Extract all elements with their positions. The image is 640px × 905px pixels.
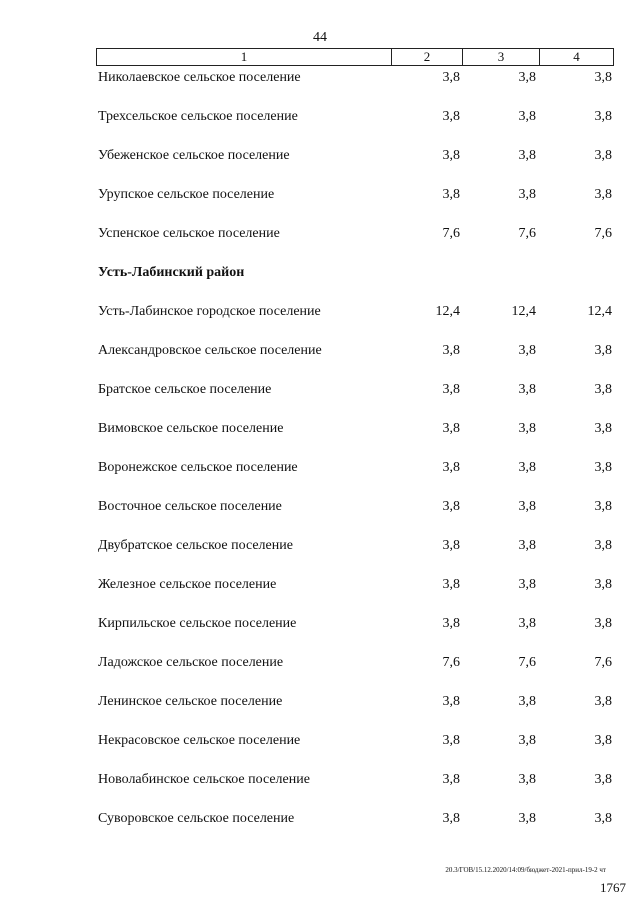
table-row: [0, 144, 640, 183]
value-col-4: 3,8: [594, 382, 612, 397]
value-col-2: 3,8: [442, 772, 460, 787]
value-col-3: 3,8: [518, 538, 536, 553]
settlement-name: Воронежское сельское поселение: [98, 460, 298, 475]
settlement-name: Двубратское сельское поселение: [98, 538, 293, 553]
settlement-name: Усть-Лабинское городское поселение: [98, 304, 321, 319]
value-col-2: 3,8: [442, 460, 460, 475]
value-col-3: 3,8: [518, 811, 536, 826]
value-col-3: 3,8: [518, 70, 536, 85]
settlement-name: Ладожское сельское поселение: [98, 655, 284, 670]
value-col-2: 3,8: [442, 538, 460, 553]
settlement-name: Кирпильское сельское поселение: [98, 616, 297, 631]
settlement-name: Некрасовское сельское поселение: [98, 733, 301, 748]
table-row: [0, 807, 640, 846]
value-col-3: 3,8: [518, 499, 536, 514]
table-row: [0, 534, 640, 573]
column-header-1: 1: [97, 49, 392, 65]
page-number: 44: [313, 30, 327, 45]
value-col-4: 3,8: [594, 460, 612, 475]
table-row: [0, 105, 640, 144]
footer-document-code: 20.3/ГОВ/15.12.2020/14:09/бюджет-2021-прил-19-2 чт: [445, 866, 606, 874]
value-col-3: 3,8: [518, 148, 536, 163]
settlement-name: Ленинское сельское поселение: [98, 694, 283, 709]
value-col-2: 3,8: [442, 187, 460, 202]
table-header: [96, 48, 614, 66]
value-col-2: 3,8: [442, 382, 460, 397]
value-col-2: 3,8: [442, 70, 460, 85]
value-col-4: 3,8: [594, 343, 612, 358]
settlement-name: Усть-Лабинский район: [98, 265, 245, 280]
sheet-number: 1767: [600, 880, 626, 895]
settlement-name: Николаевское сельское поселение: [98, 70, 301, 85]
value-col-3: 3,8: [518, 421, 536, 436]
value-col-3: 3,8: [518, 577, 536, 592]
settlement-name: Успенское сельское поселение: [98, 226, 280, 241]
table-row: [0, 66, 640, 105]
value-col-3: 3,8: [518, 616, 536, 631]
value-col-3: 3,8: [518, 733, 536, 748]
table-row: [0, 300, 640, 339]
value-col-4: 3,8: [594, 616, 612, 631]
value-col-4: 3,8: [594, 538, 612, 553]
table-body: [0, 66, 640, 846]
value-col-2: 3,8: [442, 694, 460, 709]
value-col-3: 3,8: [518, 460, 536, 475]
value-col-2: 3,8: [442, 343, 460, 358]
value-col-3: 3,8: [518, 694, 536, 709]
value-col-2: 3,8: [442, 616, 460, 631]
value-col-2: 3,8: [442, 109, 460, 124]
value-col-3: 3,8: [518, 187, 536, 202]
value-col-3: 3,8: [518, 109, 536, 124]
value-col-2: 12,4: [435, 304, 460, 319]
value-col-4: 3,8: [594, 421, 612, 436]
settlement-name: Братское сельское поселение: [98, 382, 272, 397]
settlement-name: Суворовское сельское поселение: [98, 811, 295, 826]
table-row: [0, 378, 640, 417]
value-col-2: 3,8: [442, 148, 460, 163]
table-row: [0, 339, 640, 378]
column-header-3: 3: [463, 49, 540, 65]
value-col-3: 3,8: [518, 772, 536, 787]
value-col-3: 7,6: [518, 655, 536, 670]
value-col-2: 3,8: [442, 733, 460, 748]
value-col-4: 12,4: [587, 304, 612, 319]
value-col-3: 12,4: [511, 304, 536, 319]
settlement-name: Убеженское сельское поселение: [98, 148, 290, 163]
value-col-2: 3,8: [442, 499, 460, 514]
value-col-4: 7,6: [594, 655, 612, 670]
value-col-4: 3,8: [594, 733, 612, 748]
value-col-4: 7,6: [594, 226, 612, 241]
value-col-3: 3,8: [518, 382, 536, 397]
table-row: [0, 573, 640, 612]
settlement-name: Урупское сельское поселение: [98, 187, 275, 202]
settlement-name: Вимовское сельское поселение: [98, 421, 284, 436]
value-col-4: 3,8: [594, 811, 612, 826]
table-row: [0, 495, 640, 534]
value-col-2: 3,8: [442, 421, 460, 436]
value-col-3: 7,6: [518, 226, 536, 241]
value-col-4: 3,8: [594, 499, 612, 514]
table-row: [0, 456, 640, 495]
table-row: [0, 729, 640, 768]
table-row: [0, 768, 640, 807]
value-col-4: 3,8: [594, 577, 612, 592]
settlement-name: Восточное сельское поселение: [98, 499, 282, 514]
value-col-2: 7,6: [442, 226, 460, 241]
table-row: [0, 222, 640, 261]
settlement-name: Трехсельское сельское поселение: [98, 109, 298, 124]
table-row: [0, 612, 640, 651]
column-header-2: 2: [392, 49, 463, 65]
value-col-4: 3,8: [594, 148, 612, 163]
value-col-4: 3,8: [594, 187, 612, 202]
settlement-name: Железное сельское поселение: [98, 577, 277, 592]
value-col-4: 3,8: [594, 70, 612, 85]
settlement-name: Новолабинское сельское поселение: [98, 772, 310, 787]
column-header-4: 4: [573, 49, 580, 64]
value-col-2: 3,8: [442, 811, 460, 826]
settlement-name: Александровское сельское поселение: [98, 343, 322, 358]
value-col-3: 3,8: [518, 343, 536, 358]
value-col-4: 3,8: [594, 772, 612, 787]
value-col-4: 3,8: [594, 109, 612, 124]
table-row: [0, 417, 640, 456]
value-col-2: 3,8: [442, 577, 460, 592]
table-row: [0, 690, 640, 729]
table-row: [0, 651, 640, 690]
value-col-2: 7,6: [442, 655, 460, 670]
table-row: [0, 183, 640, 222]
value-col-4: 3,8: [594, 694, 612, 709]
section-heading-row: [0, 261, 640, 300]
